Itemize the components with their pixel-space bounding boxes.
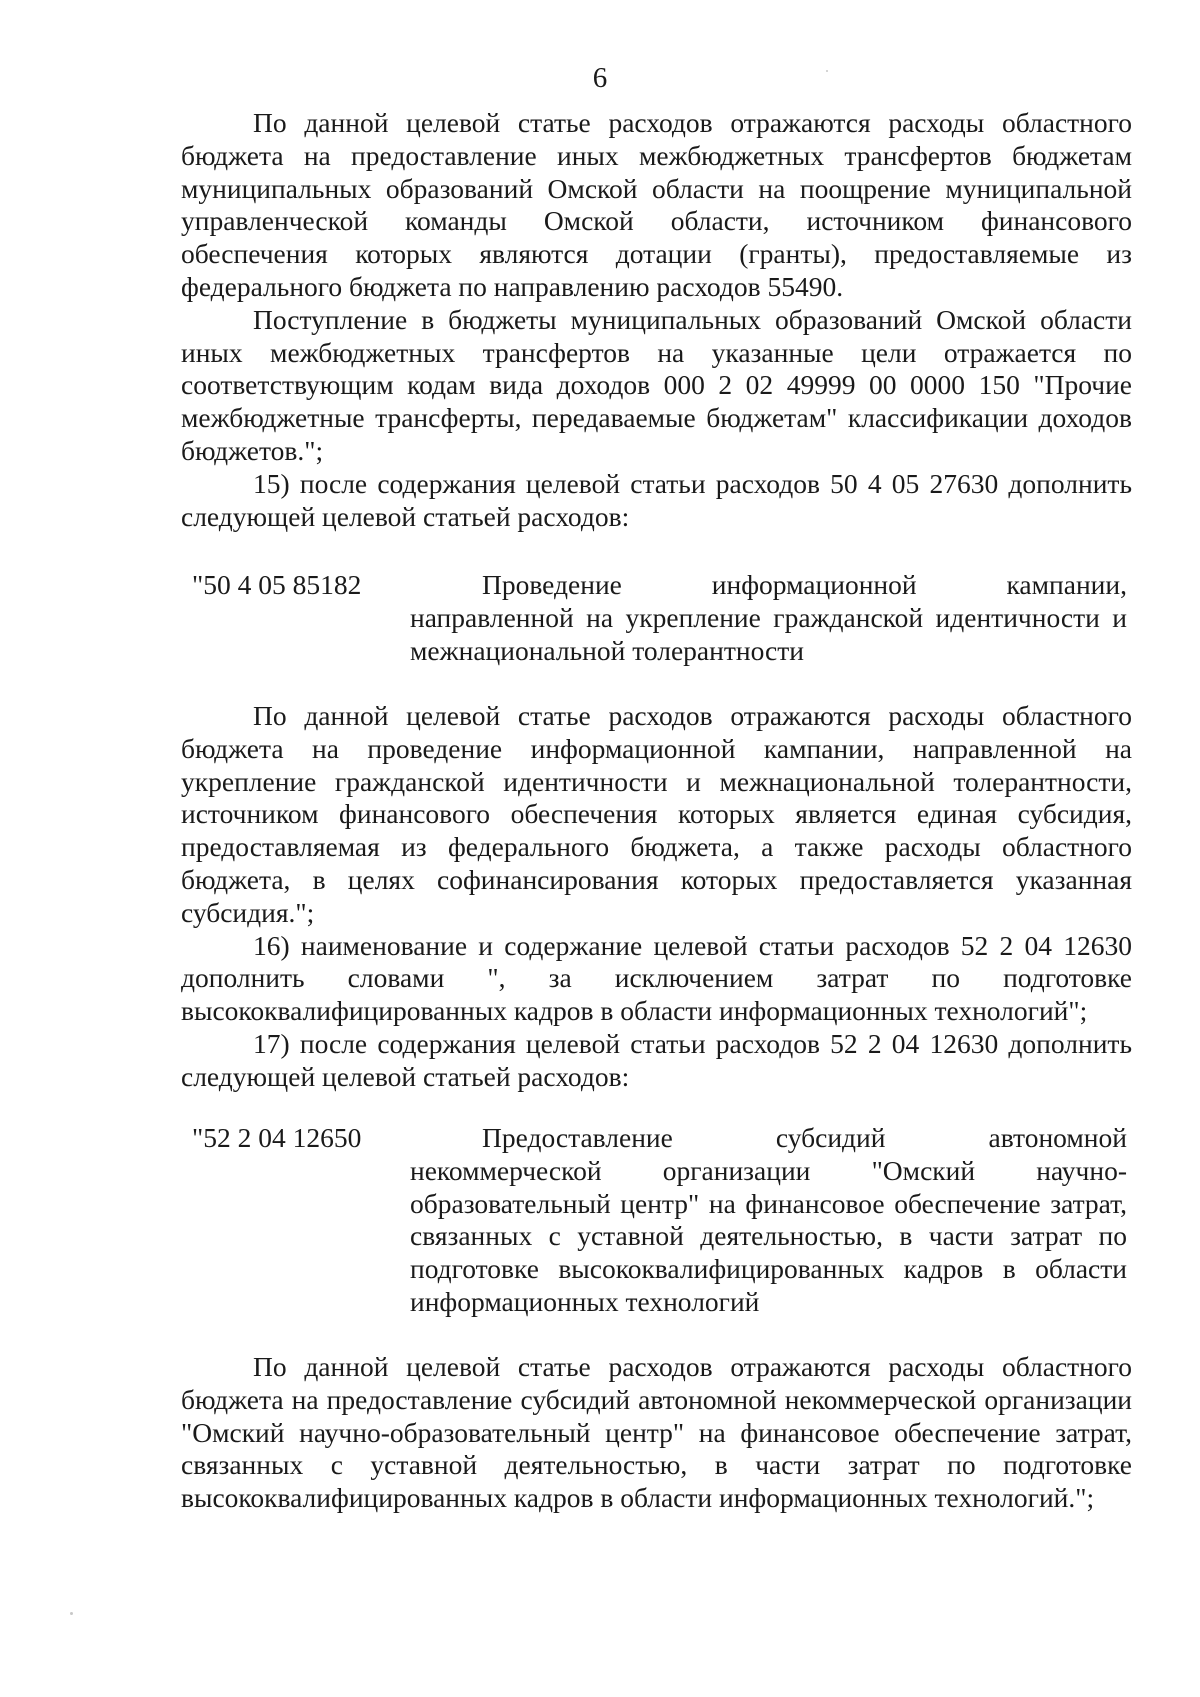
expense-description: Проведение информационной кампании, направленной на укрепление гражданской идентичности и межнациональной толерантности	[410, 569, 1127, 666]
paragraph-item-16: 16) наименование и содержание целевой статьи расходов 52 2 04 12630 дополнить словами ", за исключением затрат по подготовке высококвалифицированных кадров в области информационных технологий";	[181, 929, 1132, 1027]
paragraph-subsidy-description: По данной целевой статье расходов отражаются расходы областного бюджета на предоставление субсидий автономной некоммерческой организации "Омский научно-образовательный центр" на финансовое обеспечение затрат, связанных с уставной деятельностью, в части затрат по подготовке высококвалифицированных кадров в области информационных технологий.";	[181, 1351, 1132, 1514]
expense-code: "50 4 05 85182	[192, 569, 362, 600]
paragraph-group-final	[181, 1351, 1132, 1515]
paragraph-campaign-description: По данной целевой статье расходов отражаются расходы областного бюджета на проведение информационной кампании, направленной на укрепление гражданской идентичности и межнациональной толерантности, источником финансового обеспечения которых является единая субсидия, предоставляемая из федерального бюджета, а также расходы областного бюджета, в целях софинансирования которых предоставляется указанная субсидия.";	[181, 700, 1132, 928]
expense-code: "52 2 04 12650	[192, 1122, 362, 1153]
paragraph-group-middle	[181, 700, 1132, 1094]
paragraph-transfers-description: По данной целевой статье расходов отражаются расходы областного бюджета на предоставление иных межбюджетных трансфертов бюджетам муниципальных образований Омской области на поощрение муниципальной управленческой команды Омской области, источником финансового обеспечения которых являются дотации (гранты), предоставляемые из федерального бюджета по направлению расходов 55490.	[181, 107, 1132, 302]
paragraph-revenue-codes: Поступление в бюджеты муниципальных образований Омской области иных межбюджетных трансфертов на указанные цели отражается по соответствующим кодам вида доходов 000 2 02 49999 00 0000 150 "Прочие межбюджетные трансферты, передаваемые бюджетам" классификации доходов бюджетов.";	[181, 303, 1132, 466]
expense-description: Предоставление субсидий автономной некоммерческой организации "Омский научно-образовательный центр" на финансовое обеспечение затрат, связанных с уставной деятельностью, в части затрат по подготовке высококвалифицированных кадров в области информационных технологий	[410, 1122, 1127, 1317]
scan-speck	[70, 1612, 73, 1615]
paragraph-item-17: 17) после содержания целевой статьи расходов 52 2 04 12630 дополнить следующей целевой статьей расходов:	[181, 1027, 1132, 1092]
page-number: 6	[592, 62, 608, 94]
paragraph-group-intro	[181, 107, 1132, 533]
scan-speck	[826, 70, 828, 72]
paragraph-item-15: 15) после содержания целевой статьи расходов 50 4 05 27630 дополнить следующей целевой статьей расходов:	[181, 467, 1132, 532]
